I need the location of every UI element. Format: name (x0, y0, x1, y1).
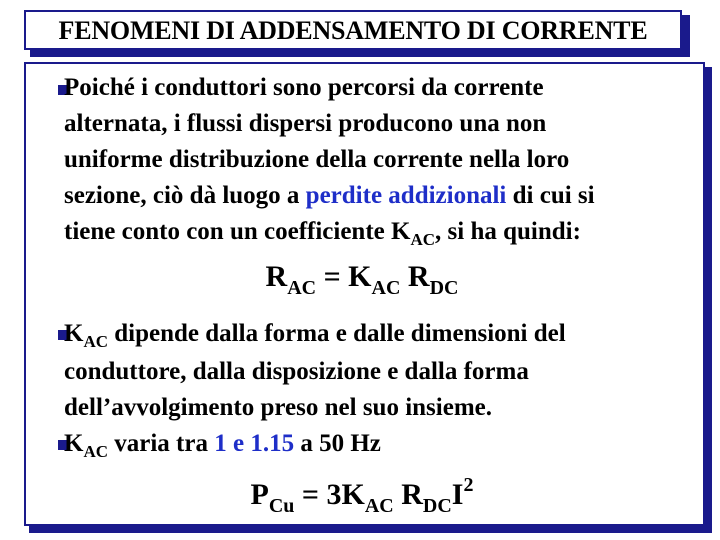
formula-2-i-sup: 2 (463, 474, 474, 496)
formula-2-k-sub: AC (364, 495, 394, 517)
bullet-1-line-5 (64, 214, 684, 252)
formula-1-r2: R (400, 260, 430, 293)
formula-1-eq-k: = K (316, 260, 372, 293)
bullet-3-k: K (64, 430, 84, 457)
bullet-1-line-1: Poiché i conduttori sono percorsi da corrente (64, 74, 544, 101)
bullet-2-k-sub: AC (83, 332, 109, 351)
bullet-3-before: varia tra (108, 430, 215, 457)
bullet-3-line-1 (64, 426, 684, 464)
bullet-1-line-2: alternata, i flussi dispersi producono una non (64, 110, 547, 137)
bullet-3-text (64, 426, 684, 464)
bullet-3-after: a 50 Hz (294, 430, 381, 457)
formula-2-p-sub: Cu (268, 495, 295, 517)
formula-2-eq-3k: = 3K (294, 478, 365, 511)
formula-1-r2-sub: DC (429, 277, 459, 299)
formula-rac (2, 260, 720, 299)
line-4-after: di cui si (506, 182, 595, 209)
highlight-value-range: 1 e 1.15 (214, 430, 295, 457)
slide-title: FENOMENI DI ADDENSAMENTO DI CORRENTE (58, 16, 648, 45)
title-box (24, 10, 682, 50)
bullet-2-k: K (64, 320, 84, 347)
formula-1-r: R (265, 260, 288, 293)
bullet-2-text (64, 316, 684, 426)
bullet-2-line-2: conduttore, dalla disposizione e dalla forma (64, 358, 529, 385)
line-5-before: tiene conto con un coefficiente K (64, 218, 411, 245)
formula-pcu (2, 474, 720, 517)
formula-2-i: I (451, 478, 464, 511)
formula-2-r-sub: DC (422, 495, 452, 517)
bullet-2-line-1-rest: dipende dalla forma e dalle dimensioni del (108, 320, 566, 347)
line-4-before: sezione, ciò dà luogo a (64, 182, 306, 209)
highlight-perdite-addizionali: perdite addizionali (305, 182, 507, 209)
formula-1-k-sub: AC (371, 277, 401, 299)
line-5-after: , si ha quindi: (435, 218, 581, 245)
formula-2-r: R (393, 478, 423, 511)
formula-2-p: P (250, 478, 269, 511)
bullet-1-text (64, 70, 684, 252)
bullet-2-line-1 (64, 316, 684, 354)
bullet-2-line-3: dell’avvolgimento preso nel suo insieme. (64, 394, 493, 421)
bullet-1-line-4 (64, 178, 684, 214)
kac-subscript: AC (410, 230, 436, 249)
bullet-3-k-sub: AC (83, 442, 109, 461)
content-box (24, 62, 705, 526)
bullet-1-line-3: uniforme distribuzione della corrente nella loro (64, 146, 570, 173)
formula-1-r-sub: AC (287, 277, 317, 299)
